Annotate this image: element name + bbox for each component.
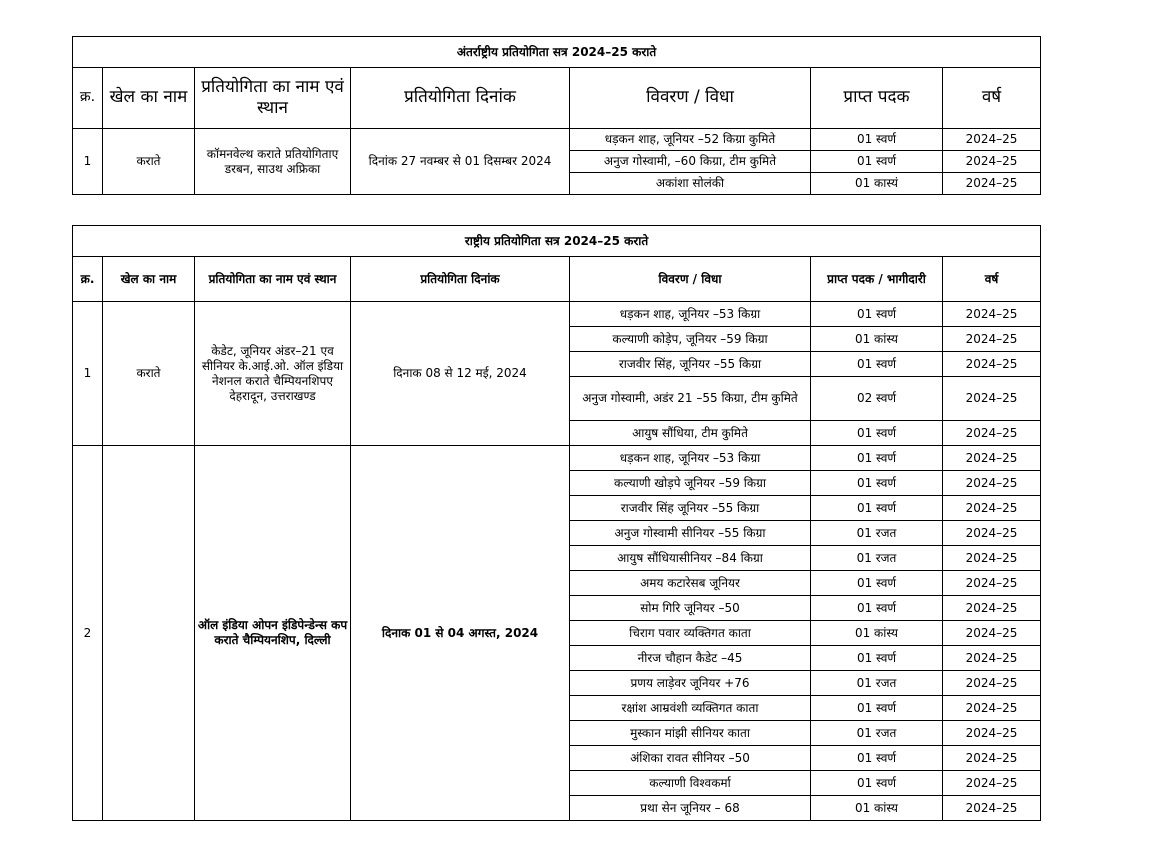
medal-cell: 01 रजत [811, 521, 943, 546]
medal-cell: 01 स्वर्ण [811, 646, 943, 671]
table-row [73, 446, 1041, 471]
header-medal: प्राप्त पदक [811, 68, 943, 129]
detail-cell: अकांशा सोलंकी [570, 173, 811, 195]
detail-cell: मुस्कान मांझी सीनियर काता [570, 721, 811, 746]
detail-cell: प्रणय लाड़ेवर जूनियर +76 [570, 671, 811, 696]
detail-cell: धड़कन शाह, जूनियर –52 किग्रा कुमिते [570, 129, 811, 151]
header-serial: क्र. [73, 257, 103, 302]
medal-cell: 01 स्वर्ण [811, 352, 943, 377]
medal-cell: 01 कांस्य [811, 796, 943, 821]
medal-cell: 01 स्वर्ण [811, 151, 943, 173]
medal-cell: 01 स्वर्ण [811, 421, 943, 446]
detail-cell: प्रथा सेन जूनियर – 68 [570, 796, 811, 821]
detail-cell: सोम गिरि जूनियर –50 [570, 596, 811, 621]
international-competition-table [72, 36, 1041, 195]
year-cell: 2024–25 [943, 771, 1041, 796]
medal-cell: 01 स्वर्ण [811, 571, 943, 596]
year-cell: 2024–25 [943, 521, 1041, 546]
detail-cell: राजवीर सिंह जूनियर –55 किग्रा [570, 496, 811, 521]
serial-cell: 2 [73, 446, 103, 821]
medal-cell: 01 कास्यं [811, 173, 943, 195]
national-competition-table [72, 225, 1041, 821]
detail-cell: धड़कन शाह, जूनियर –53 किग्रा [570, 302, 811, 327]
table-row [73, 302, 1041, 327]
year-cell: 2024–25 [943, 471, 1041, 496]
medal-cell: 01 रजत [811, 546, 943, 571]
year-cell: 2024–25 [943, 302, 1041, 327]
group-2 [73, 446, 1041, 821]
medal-cell: 01 रजत [811, 721, 943, 746]
year-cell: 2024–25 [943, 446, 1041, 471]
medal-cell: 01 स्वर्ण [811, 696, 943, 721]
medal-cell: 01 रजत [811, 671, 943, 696]
header-year: वर्ष [943, 257, 1041, 302]
year-cell: 2024–25 [943, 327, 1041, 352]
competition-cell: ऑल इंडिया ओपन इंडिपेन्डेन्स कप कराते चैम्पियनशिप, दिल्ली [195, 446, 351, 821]
detail-cell: अनुज गोस्वामी, अडंर 21 –55 किग्रा, टीम कुमिते [570, 377, 811, 421]
medal-cell: 01 स्वर्ण [811, 771, 943, 796]
detail-cell: अंशिका रावत सीनियर –50 [570, 746, 811, 771]
detail-cell: नीरज चौहान कैडेट –45 [570, 646, 811, 671]
header-year: वर्ष [943, 68, 1041, 129]
detail-cell: कल्याणी कोड़ेप, जूनियर –59 किग्रा [570, 327, 811, 352]
competition-cell: कॉमनवेल्थ कराते प्रतियोगिताए डरबन, साउथ अफ्रिका [195, 129, 351, 195]
year-cell: 2024–25 [943, 746, 1041, 771]
year-cell: 2024–25 [943, 596, 1041, 621]
detail-cell: अनुज गोस्वामी, –60 किग्रा, टीम कुमिते [570, 151, 811, 173]
sport-cell [103, 446, 195, 821]
medal-cell: 01 स्वर्ण [811, 129, 943, 151]
medal-cell: 01 स्वर्ण [811, 302, 943, 327]
year-cell: 2024–25 [943, 546, 1041, 571]
table-row [73, 129, 1041, 151]
detail-cell: कल्याणी विश्वकर्मा [570, 771, 811, 796]
detail-cell: राजवीर सिंह, जूनियर –55 किग्रा [570, 352, 811, 377]
detail-cell: चिराग पवार व्यक्तिगत काता [570, 621, 811, 646]
year-cell: 2024–25 [943, 377, 1041, 421]
header-detail: विवरण / विधा [570, 68, 811, 129]
header-sport: खेल का नाम [103, 68, 195, 129]
serial-cell: 1 [73, 302, 103, 446]
year-cell: 2024–25 [943, 571, 1041, 596]
medal-cell: 01 स्वर्ण [811, 596, 943, 621]
header-medal: प्राप्त पदक / भागीदारी [811, 257, 943, 302]
year-cell: 2024–25 [943, 496, 1041, 521]
year-cell: 2024–25 [943, 173, 1041, 195]
table-title: राष्ट्रीय प्रतियोगिता सत्र 2024–25 कराते [73, 226, 1041, 257]
table-title: अंतर्राष्ट्रीय प्रतियोगिता सत्र 2024–25 कराते [73, 37, 1041, 68]
year-cell: 2024–25 [943, 646, 1041, 671]
medal-cell: 01 स्वर्ण [811, 446, 943, 471]
medal-cell: 01 कांस्य [811, 621, 943, 646]
medal-cell: 01 कांस्य [811, 327, 943, 352]
header-serial: क्र. [73, 68, 103, 129]
header-detail: विवरण / विधा [570, 257, 811, 302]
detail-cell: रक्षांश आम्रवंशी व्यक्तिगत काता [570, 696, 811, 721]
year-cell: 2024–25 [943, 129, 1041, 151]
year-cell: 2024–25 [943, 421, 1041, 446]
detail-cell: अनुज गोस्वामी सीनियर –55 किग्रा [570, 521, 811, 546]
header-date: प्रतियोगिता दिनांक [351, 68, 570, 129]
medal-cell: 01 स्वर्ण [811, 746, 943, 771]
serial-cell: 1 [73, 129, 103, 195]
sport-cell: कराते [103, 302, 195, 446]
header-competition: प्रतियोगिता का नाम एवं स्थान [195, 68, 351, 129]
date-cell: दिनाक 08 से 12 मई, 2024 [351, 302, 570, 446]
header-date: प्रतियोगिता दिनांक [351, 257, 570, 302]
year-cell: 2024–25 [943, 696, 1041, 721]
year-cell: 2024–25 [943, 352, 1041, 377]
competition-cell: केडेट, जूनियर अंडर–21 एव सीनियर के.आई.ओ. ऑल इंडिया नेशनल कराते चैम्पियनशिपए देहरादून, उत्तराखण्ड [195, 302, 351, 446]
year-cell: 2024–25 [943, 671, 1041, 696]
year-cell: 2024–25 [943, 796, 1041, 821]
year-cell: 2024–25 [943, 721, 1041, 746]
detail-cell: अमय कटारेसब जूनियर [570, 571, 811, 596]
medal-cell: 01 स्वर्ण [811, 496, 943, 521]
header-sport: खेल का नाम [103, 257, 195, 302]
detail-cell: धड़कन शाह, जूनियर –53 किग्रा [570, 446, 811, 471]
sport-cell: कराते [103, 129, 195, 195]
medal-cell: 01 स्वर्ण [811, 471, 943, 496]
detail-cell: कल्याणी खोड़पे जूनियर –59 किग्रा [570, 471, 811, 496]
header-competition: प्रतियोगिता का नाम एवं स्थान [195, 257, 351, 302]
detail-cell: आयुष सौंधियासीनियर –84 किग्रा [570, 546, 811, 571]
year-cell: 2024–25 [943, 151, 1041, 173]
date-cell: दिनांक 27 नवम्बर से 01 दिसम्बर 2024 [351, 129, 570, 195]
detail-cell: आयुष सौंधिया, टीम कुमिते [570, 421, 811, 446]
medal-cell: 02 स्वर्ण [811, 377, 943, 421]
year-cell: 2024–25 [943, 621, 1041, 646]
group-1 [73, 302, 1041, 446]
date-cell: दिनाक 01 से 04 अगस्त, 2024 [351, 446, 570, 821]
